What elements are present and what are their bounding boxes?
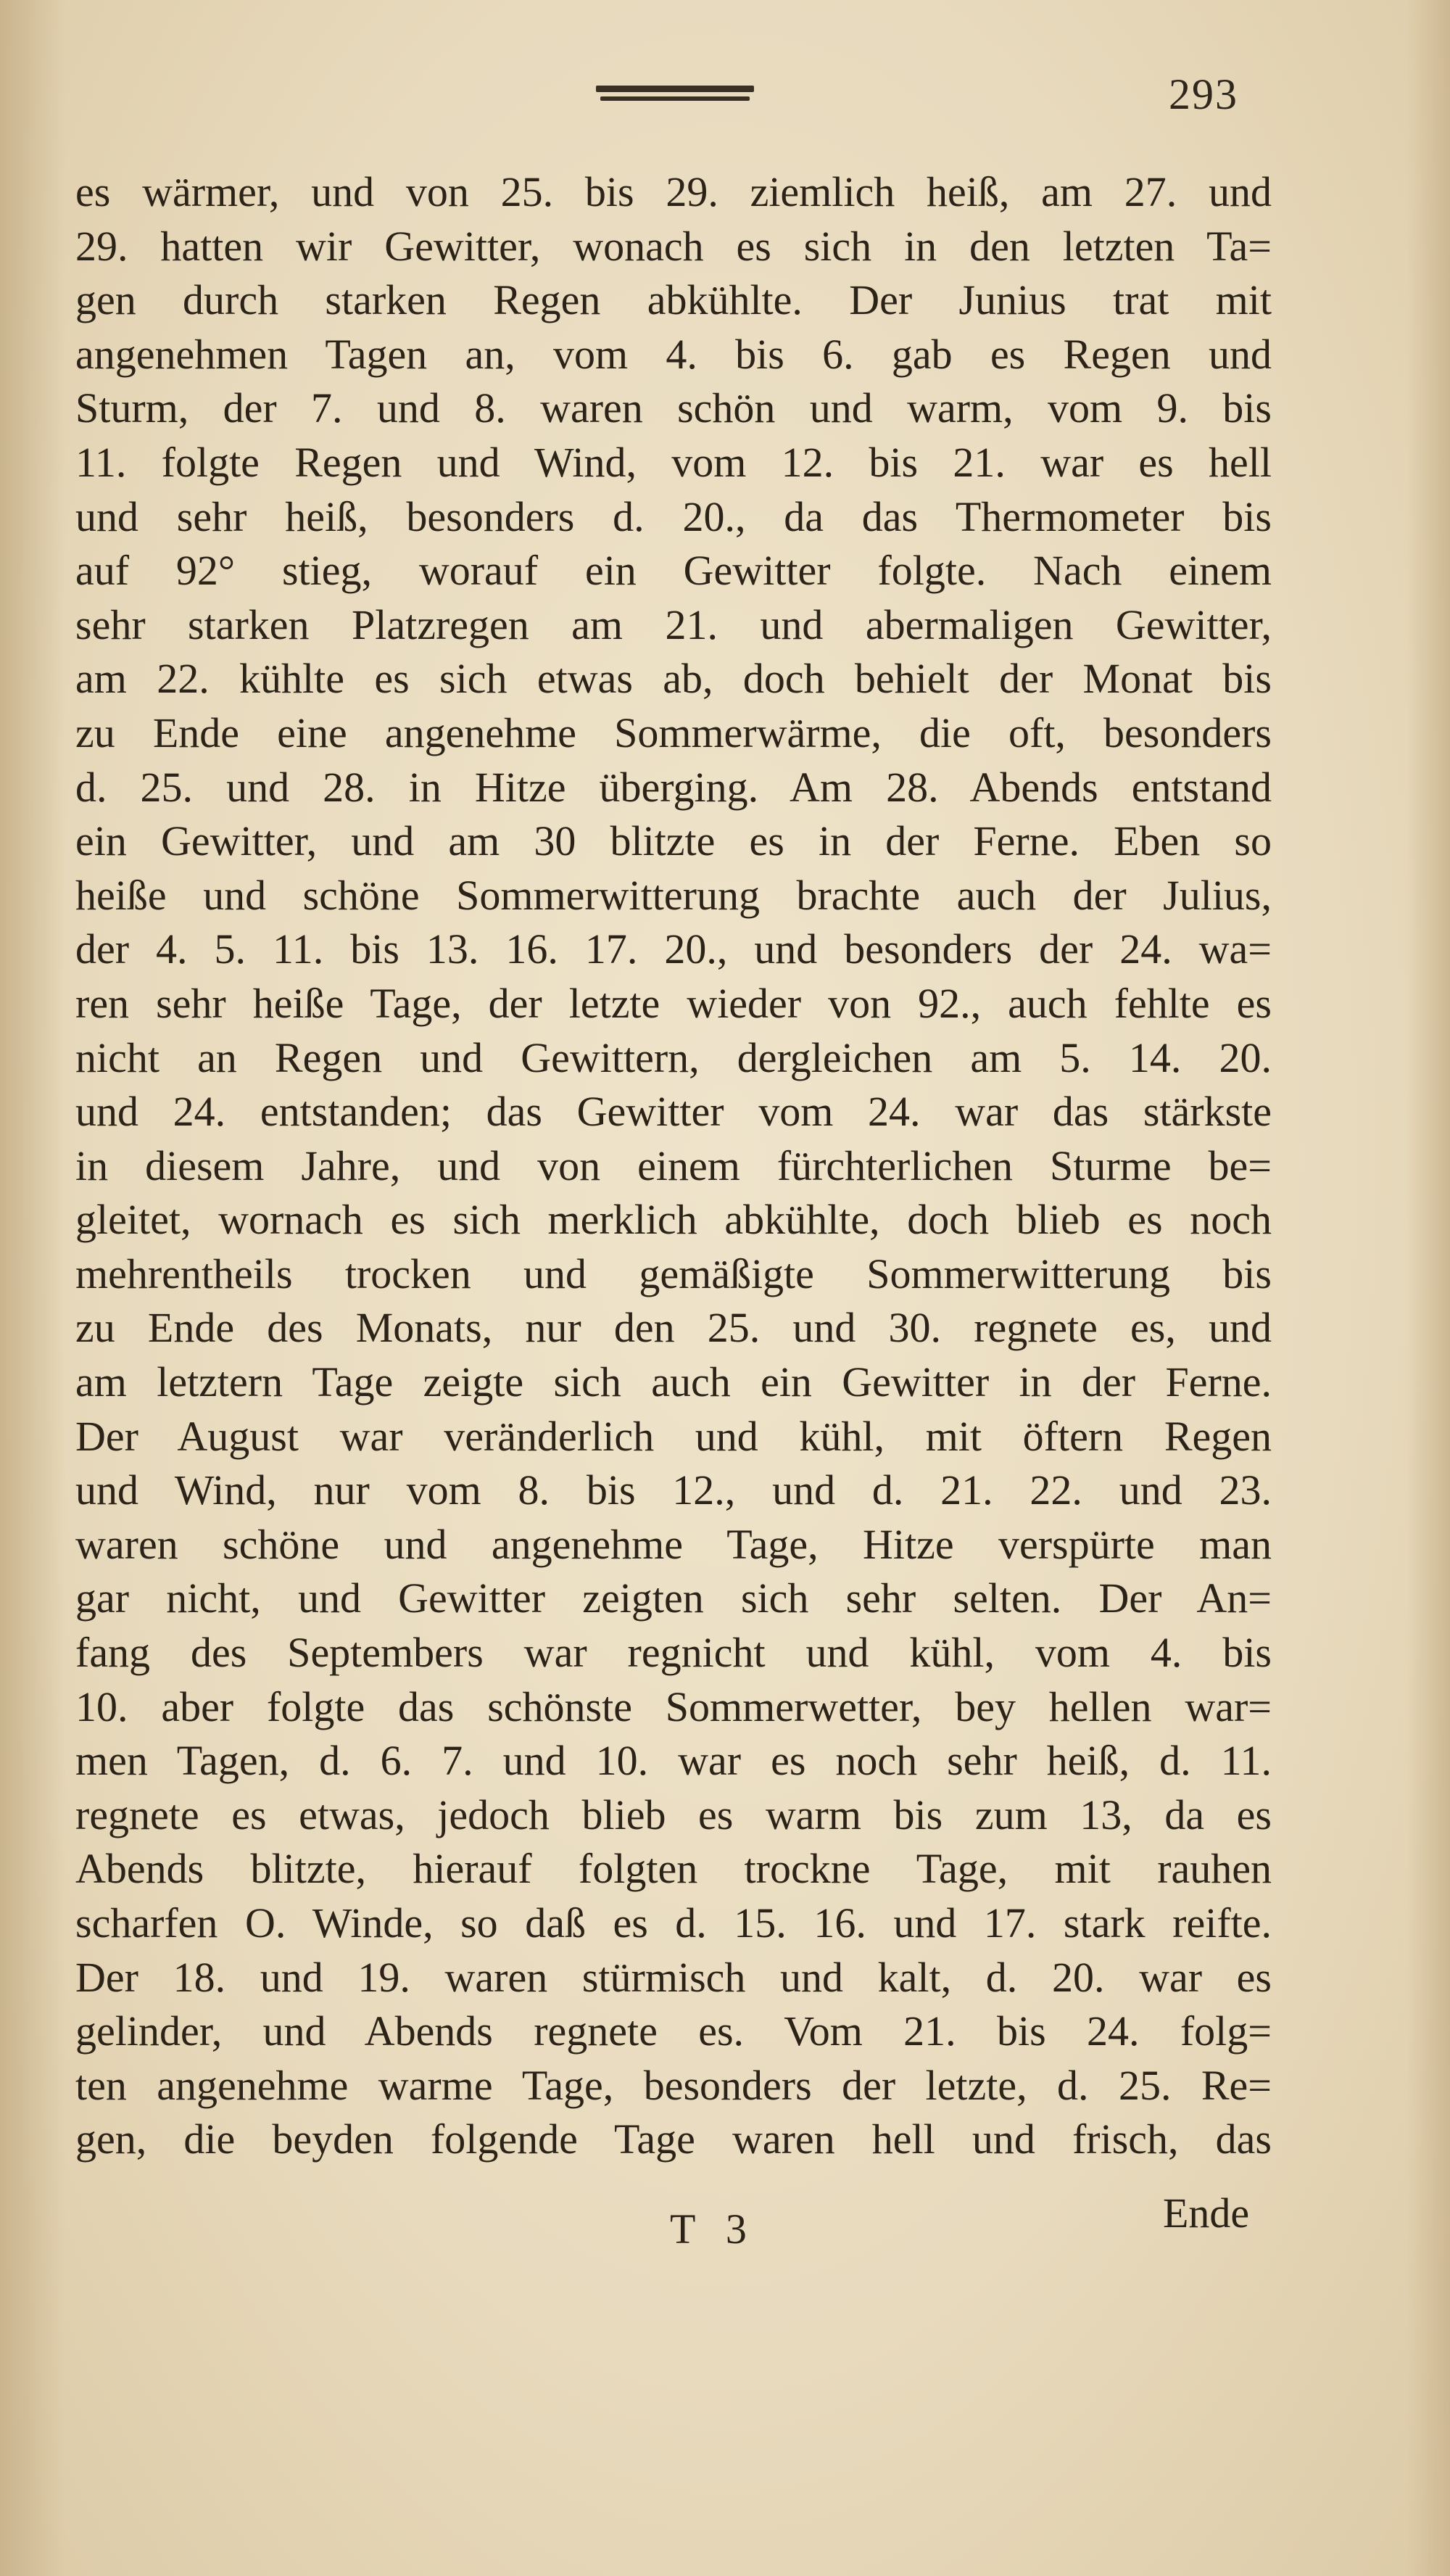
- text-line: 11. folgte Regen und Wind, vom 12. bis 21. war es hell: [75, 438, 1272, 486]
- page-number: 293: [1169, 70, 1238, 118]
- text-line: es wärmer, und von 25. bis 29. ziemlich heiß, am 27. und: [75, 168, 1272, 215]
- text-line: regnete es etwas, jedoch blieb es warm bis zum 13, da es: [75, 1791, 1272, 1838]
- text-line: ten angenehme warme Tage, besonders der letzte, d. 25. Re=: [75, 2061, 1272, 2109]
- text-line: auf 92° stieg, worauf ein Gewitter folgte. Nach einem: [75, 547, 1272, 595]
- text-line: 29. hatten wir Gewitter, wonach es sich in den letzten Ta=: [75, 222, 1272, 270]
- page-footer: [0, 2189, 1450, 2270]
- text-line: in diesem Jahre, und von einem fürchterlichen Sturme be=: [75, 1142, 1272, 1189]
- text-line: zu Ende des Monats, nur den 25. und 30. regnete es, und: [75, 1304, 1272, 1352]
- text-line: 10. aber folgte das schönste Sommerwetter, bey hellen war=: [75, 1683, 1272, 1730]
- text-line: sehr starken Platzregen am 21. und abermaligen Gewitter,: [75, 600, 1272, 648]
- text-line: fang des Septembers war regnicht und kühl, vom 4. bis: [75, 1629, 1272, 1677]
- ornament-bar-thin: [600, 96, 750, 101]
- text-line: Der 18. und 19. waren stürmisch und kalt, d. 20. war es: [75, 1953, 1272, 2001]
- text-line: gen, die beyden folgende Tage waren hell und frisch, das: [75, 2115, 1272, 2163]
- text-line: und sehr heiß, besonders d. 20., da das Thermometer bis: [75, 492, 1272, 540]
- text-line: ein Gewitter, und am 30 blitzte es in der Ferne. Eben so: [75, 817, 1272, 865]
- text-line: Der August war veränderlich und kühl, mit öftern Regen: [75, 1412, 1272, 1460]
- catchword: Ende: [1163, 2189, 1250, 2237]
- text-line: mehrentheils trocken und gemäßigte Sommerwitterung bis: [75, 1250, 1272, 1297]
- text-line: ren sehr heiße Tage, der letzte wieder von 92., auch fehlte es: [75, 979, 1272, 1027]
- text-line: der 4. 5. 11. bis 13. 16. 17. 20., und besonders der 24. wa=: [75, 925, 1272, 973]
- text-line: am 22. kühlte es sich etwas ab, doch behielt der Monat bis: [75, 655, 1272, 703]
- text-line: men Tagen, d. 6. 7. und 10. war es noch sehr heiß, d. 11.: [75, 1737, 1272, 1785]
- text-line: gen durch starken Regen abkühlte. Der Junius trat mit: [75, 276, 1272, 324]
- text-line: angenehmen Tagen an, vom 4. bis 6. gab es Regen und: [75, 330, 1272, 378]
- body-text: [75, 165, 1272, 2167]
- text-line: heiße und schöne Sommerwitterung brachte auch der Julius,: [75, 871, 1272, 919]
- signature-mark: T 3: [670, 2205, 757, 2253]
- text-line: gelinder, und Abends regnete es. Vom 21. bis 24. folg=: [75, 2007, 1272, 2055]
- text-line: gleitet, wornach es sich merklich abkühlte, doch blieb es noch: [75, 1196, 1272, 1244]
- text-line: gar nicht, und Gewitter zeigten sich sehr selten. Der An=: [75, 1574, 1272, 1622]
- ornament-bar-thick: [596, 86, 754, 92]
- text-line: waren schöne und angenehme Tage, Hitze verspürte man: [75, 1520, 1272, 1568]
- header-ornament-rule: [596, 86, 754, 104]
- text-line: scharfen O. Winde, so daß es d. 15. 16. und 17. stark reifte.: [75, 1899, 1272, 1947]
- text-line: d. 25. und 28. in Hitze überging. Am 28. Abends entstand: [75, 763, 1272, 811]
- text-line: nicht an Regen und Gewittern, dergleichen am 5. 14. 20.: [75, 1033, 1272, 1081]
- text-line: und 24. entstanden; das Gewitter vom 24. war das stärkste: [75, 1088, 1272, 1136]
- text-line: und Wind, nur vom 8. bis 12., und d. 21. 22. und 23.: [75, 1466, 1272, 1514]
- text-line: zu Ende eine angenehme Sommerwärme, die oft, besonders: [75, 709, 1272, 756]
- text-line: Abends blitzte, hierauf folgten trockne Tage, mit rauhen: [75, 1845, 1272, 1893]
- text-line: am letztern Tage zeigte sich auch ein Gewitter in der Ferne.: [75, 1358, 1272, 1406]
- text-line: Sturm, der 7. und 8. waren schön und warm, vom 9. bis: [75, 384, 1272, 432]
